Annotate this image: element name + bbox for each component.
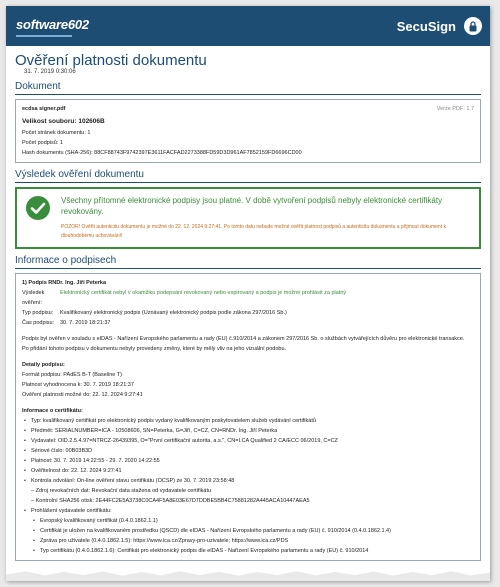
secusign-brand: SecuSign <box>396 18 456 34</box>
cert-list <box>22 416 474 486</box>
time-row <box>22 318 474 328</box>
check-circle-icon <box>25 195 51 226</box>
signatures-box <box>15 273 481 561</box>
signature-count: Počet podpisů: 1 <box>22 140 63 146</box>
list-item: • Předmět: SERIALNUMBER=ICA - 10508606, SN=Peterka, G=Jiří, C=CZ, CN=RNDr. Ing. Jiří Peterka <box>22 426 474 436</box>
list-item: • Ověřitelnost do: 22. 12. 2024 9:27:41 <box>22 466 474 476</box>
list-item: • Typ certifikátu (0.4.0.1862.1.6): Certifikát pro elektronický podpis dle eIDAS - Nařízení Evropského parlamentu a rady (EU) č. 910/2014 <box>31 546 474 556</box>
type-value: Kvalifikovaný elektronický podpis (Uznávaný elektronický podpis podle zákona 297/2016 Sb.) <box>60 310 287 316</box>
list-item: • Evropský kvalifikovaný certifikát (0.4.0.1862.1.1) <box>31 516 474 526</box>
detail-line: Formát podpisu: PAdES B-T (Baseline T) <box>22 372 122 378</box>
time-label: Čas podpisu: <box>22 320 55 326</box>
list-item: • Typ: kvalifikovaný certifikát pro elektronický podpis vydaný kvalifikovaným poskytovatelem služeb vydávání certifikátů <box>22 416 474 426</box>
issuer-props-title: • Prohlášení vydavatele certifikátu: <box>22 506 474 516</box>
list-item: • Certifikát je uložen na kvalifikovaném prostředku (QSCD) dle eIDAS - Nařízení Evropského parlamentu a rady (EU) č. 910/2014 (0.4.0.1862.1.4) <box>31 526 474 536</box>
section-signatures-title: Informace o podpisech <box>15 255 481 269</box>
list-item: • Platnost: 30. 7. 2019 14:22:55 - 29. 7. 2020 14:22:55 <box>22 456 474 466</box>
ocsp-sub-line: – Kontrolní SHA256 otisk: 2E44FC2E5A3738C0CA4F5A8E03E67D7DDBE5BB4C75881282A445ACA10447AEA5 <box>31 498 310 504</box>
logo-underline <box>16 35 72 37</box>
compliance-text-2: Po přidání tohoto podpisu v dokumentu nebyly provedeny změny, které by měly vliv na jeho vizuální podobu. <box>22 346 287 352</box>
list-item: • Sériové číslo: 00B03B3D <box>22 446 474 456</box>
file-name: ecdsa signer.pdf <box>22 106 66 112</box>
logo-text: software602 <box>16 16 89 32</box>
file-size: Velikost souboru: 102606B <box>22 118 105 125</box>
time-value: 30. 7. 2019 18:21:37 <box>60 320 111 326</box>
issuer-sub-list <box>31 516 474 556</box>
result-warning: POZOR! Ověřit autenticitu dokumentu je možné do 22. 12. 2024 9:27:41. Po tomto datu nebude možné ověřit platnost podpisů a autenticitu dokumentu a přijmout dokument k dlouhodobému uchovávání! <box>61 224 446 239</box>
result-box <box>15 187 481 249</box>
document-hash: Hash dokumentu (SHA-256): 88CF88743F9742397E3611FACFAD2273388FD59D3D961AF7852159FD6696CD00 <box>22 150 302 156</box>
page-title: Ověření platnosti dokumentu <box>15 52 207 69</box>
software602-logo[interactable] <box>16 16 89 37</box>
type-label: Typ podpisu: <box>22 310 54 316</box>
section-document-title: Dokument <box>15 81 481 95</box>
detail-line: Platnost vyhodnocena k: 30. 7. 2019 18:21:37 <box>22 382 134 388</box>
page-timestamp: 31. 7. 2019 0:30:06 <box>24 69 76 75</box>
list-item: • Kontrola odvolání: On-line ověření stavu certifikátu (OCSP) ze 30. 7. 2019 23:58:48 <box>22 476 474 486</box>
ocsp-sub-line: – Zdroj revokačních dat: Revokační data stažena od vydavatele certifikátu <box>31 488 212 494</box>
brand-area <box>397 17 482 35</box>
type-row <box>22 308 474 318</box>
page-count: Počet stránek dokumentu: 1 <box>22 130 91 136</box>
header-bar <box>6 6 490 46</box>
result-message: Všechny přítomné elektronické podpisy jsou platné. V době vytvoření podpisů nebyly elektronické certifikáty revokovány. <box>61 196 443 216</box>
result-value: Elektronický certifikát nebyl v okamžiku podepsání revokovaný nebo expirovaný a podpis je možné prohlásit za platný <box>60 290 347 296</box>
list-item: • Vydavatel: OID.2.5.4.97=NTRCZ-26439395, O="První certifikační autorita, a.s.", CN=I.CA Qualified 2 CA/ECC 06/2019, C=CZ <box>22 436 474 446</box>
details-title: Detaily podpisu: <box>22 362 65 368</box>
document-box <box>15 99 481 163</box>
issuer-list <box>22 506 474 516</box>
result-row <box>22 288 474 308</box>
section-result-title: Výsledek ověření dokumentu <box>15 169 481 183</box>
signer-heading: 1) Podpis RNDr. Ing. Jiří Peterka <box>22 280 107 286</box>
lock-icon[interactable] <box>464 17 482 35</box>
compliance-text-1: Podpis byl ověřen v souladu s eIDAS - Nařízení Evropského parlamentu a rady (EU) č.910/2014 a zákonem 297/2016 Sb. o službách vytvářejících důvěru pro elektronické transakce. <box>22 336 465 342</box>
detail-line: Ověření platnosti možné do: 22. 12. 2024 9:27:41 <box>22 392 143 398</box>
torn-edge <box>6 567 490 581</box>
list-item: • Zpráva pro uživatele (0.4.0.1862.1.5): https://www.ica.cz/Zpravy-pro-uzivatele; https://www.ica.cz/PDS <box>31 536 474 546</box>
document-page <box>6 6 490 581</box>
pdf-version: Verze PDF: 1.7 <box>436 106 474 112</box>
cert-title: Informace o certifikátu: <box>22 408 83 414</box>
result-label: Výsledek ověření: <box>22 290 45 306</box>
